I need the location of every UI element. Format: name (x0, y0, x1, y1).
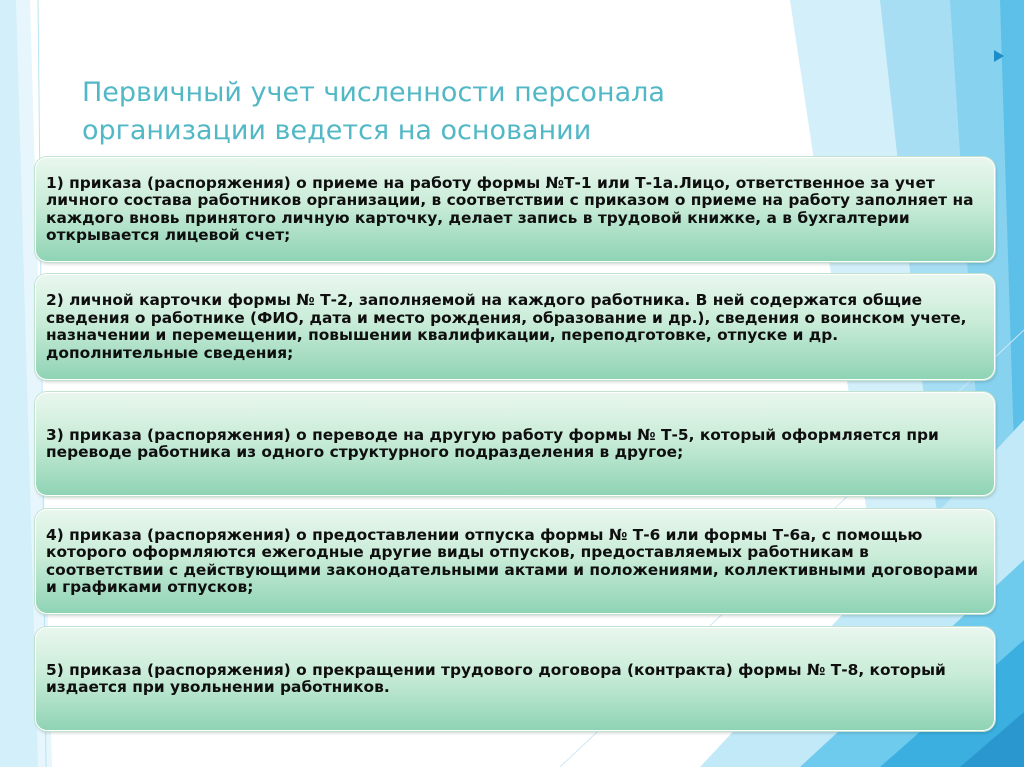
list-item-3-number: 3) (46, 425, 64, 444)
list-item-5-number: 5) (46, 660, 64, 679)
list-item-3-text: 3) приказа (распоряжения) о переводе на другую работу формы № Т-5, который оформляется при переводе работника из одного структурного подразделения в другое; (46, 425, 939, 461)
list-item-4-text: 4) приказа (распоряжения) о предоставлении отпуска формы № Т-6 или формы Т-6а, с помощью которого оформляются ежегодные другие виды отпусков, предоставляемых работникам в соответствии с действующими законодательными актами и положениями, коллективными договорами и графиками отпусков; (46, 525, 978, 596)
list-item-5-text: 5) приказа (распоряжения) о прекращении трудового договора (контракта) формы № Т-8, который издается при увольнении работников. (46, 660, 946, 696)
list-item-1 (35, 157, 995, 262)
list-item-5 (35, 627, 995, 731)
list-item-2-text: 2) личной карточки формы № Т-2, заполняемой на каждого работника. В ней содержатся общие сведения о работнике (ФИО, дата и место рождения, образование и др.), сведения о воинском учете, назначении и перемещении, повышении квалификации, переподготовке, отпуске и др. дополнительные сведения; (46, 291, 967, 362)
title-line-1: Первичный учет численности персонала (82, 77, 665, 108)
list-item-3 (35, 392, 995, 496)
list-item-4-number: 4) (46, 525, 64, 544)
list-item-1-text: 1) приказа (распоряжения) о приеме на работу формы №Т-1 или Т-1а.Лицо, ответственное за учет личного состава работников организации, в соответствии с приказом о приеме на работу заполняет на каждого вновь принятого личную карточку, делает запись в трудовой книжке, а в бухгалтерии открывается лицевой счет; (46, 173, 974, 244)
list-item-4 (35, 509, 995, 614)
list-item-2 (35, 274, 995, 380)
slide-title (82, 74, 782, 150)
title-line-2: организации ведется на основании (82, 115, 592, 146)
